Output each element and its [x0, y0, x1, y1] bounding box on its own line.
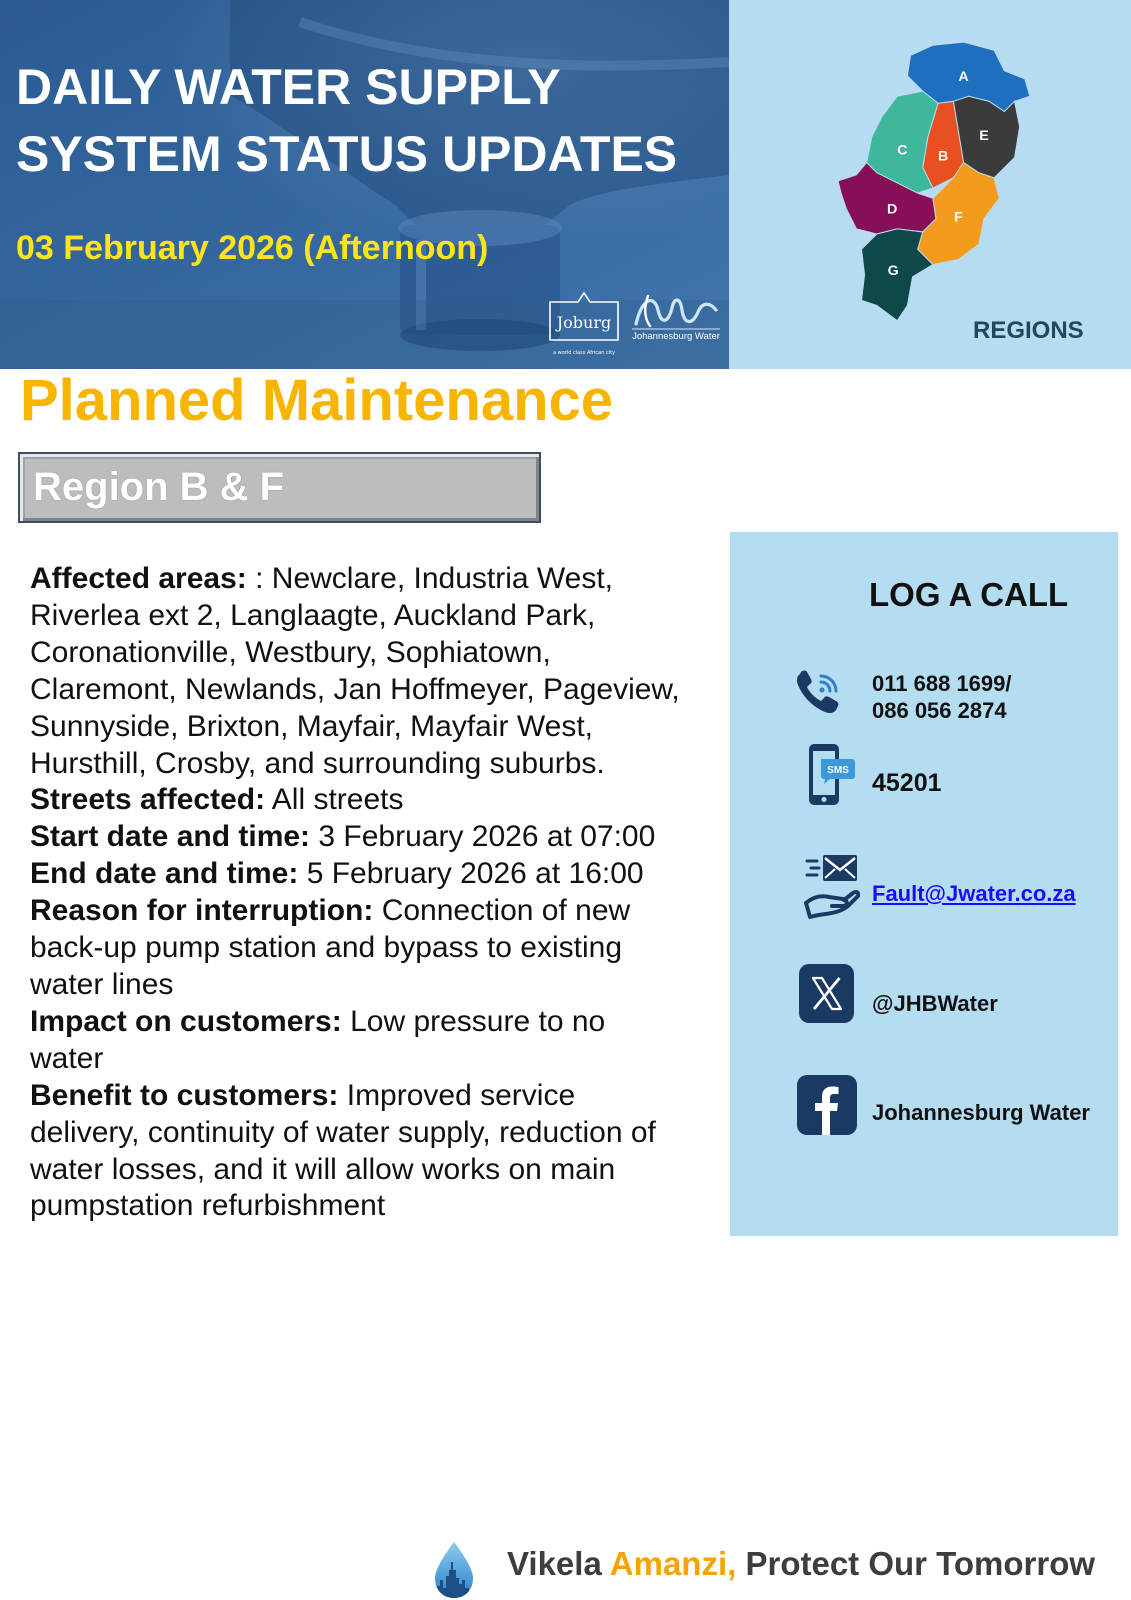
- phone-icon: [794, 670, 842, 716]
- detail-end-date: [30, 856, 690, 893]
- footer-slogan: [507, 1544, 1095, 1584]
- detail-label: End date and time:: [30, 857, 299, 891]
- log-a-call-title: LOG A CALL: [869, 576, 1069, 613]
- region-heading-box: Region B & F: [18, 452, 541, 523]
- detail-value: Improved service delivery, continuity of water supply, reduction of water losses, and it will allow works on main pumpstation refurbishment: [30, 1078, 656, 1223]
- maintenance-details: [30, 561, 690, 1225]
- detail-value: Connection of new back-up pump station and bypass to existing water lines: [30, 894, 631, 1001]
- phone-number-1[interactable]: 011 688 1699/: [872, 671, 1012, 696]
- twitter-handle[interactable]: @JHBWater: [872, 991, 998, 1016]
- detail-value: : Newclare, Industria West, Riverlea ext 2, Langlaagte, Auckland Park, Coronationville, Westbury, Sophiatown, Claremont, Newlands, Jan Hoffmeyer, Pageview, Sunnyside, Brixton, Mayfair, Mayfair West, Hursthill, Crosby, and surrounding suburbs.: [30, 562, 680, 780]
- section-title: Planned Maintenance: [20, 368, 614, 433]
- phone-numbers[interactable]: [872, 670, 1011, 724]
- detail-benefit: [30, 1078, 690, 1226]
- page-title: [16, 54, 677, 188]
- johannesburg-water-logo: [628, 288, 724, 344]
- page-title-line-2: SYSTEM STATUS UPDATES: [16, 126, 678, 182]
- email-icon: [803, 853, 860, 921]
- detail-value: 3 February 2026 at 07:00: [318, 820, 656, 854]
- detail-streets-affected: [30, 782, 690, 819]
- phone-number-2[interactable]: 086 056 2874: [872, 698, 1007, 723]
- joburg-logo: [546, 288, 622, 358]
- detail-impact: [30, 1004, 660, 1078]
- detail-value: 5 February 2026 at 16:00: [306, 857, 644, 891]
- header-hero-panel: [0, 0, 729, 369]
- water-drop-skyline-icon: [431, 1540, 477, 1600]
- detail-label: Impact on customers:: [30, 1004, 342, 1038]
- slogan-part-2: Amanzi,: [609, 1545, 737, 1582]
- detail-affected-areas: [30, 561, 690, 782]
- sms-badge: SMS: [827, 765, 849, 776]
- page-title-line-1: DAILY WATER SUPPLY: [16, 59, 561, 115]
- bulletin-date: 03 February 2026 (Afternoon): [16, 229, 489, 267]
- joburg-logo-text: Joburg: [556, 313, 612, 332]
- facebook-page-name[interactable]: Johannesburg Water: [872, 1100, 1090, 1125]
- log-a-call-panel: [730, 532, 1118, 1236]
- region-b-label: B: [937, 148, 949, 165]
- region-c-label: C: [897, 142, 908, 159]
- detail-start-date: [30, 819, 690, 856]
- regions-map: [836, 40, 1036, 330]
- region-g-label: G: [887, 262, 899, 279]
- region-d-label: D: [886, 201, 898, 218]
- detail-label: Streets affected:: [30, 783, 266, 817]
- facebook-icon[interactable]: [797, 1075, 857, 1135]
- joburg-tagline: a world class African city: [552, 350, 616, 356]
- detail-value: Low pressure to no water: [30, 1004, 606, 1075]
- detail-value: All streets: [271, 783, 404, 817]
- sms-number[interactable]: 45201: [872, 769, 942, 797]
- email-link[interactable]: Fault@Jwater.co.za: [872, 881, 1076, 906]
- detail-label: Start date and time:: [30, 820, 311, 854]
- region-f-label: F: [954, 209, 963, 226]
- detail-label: Affected areas:: [30, 562, 247, 595]
- region-e-label: E: [979, 128, 989, 145]
- sms-icon: [806, 742, 855, 807]
- detail-label: Benefit to customers:: [30, 1078, 339, 1112]
- regions-label: REGIONS: [973, 317, 1084, 344]
- slogan-part-3: Protect Our Tomorrow: [745, 1545, 1096, 1582]
- slogan-part-1: Vikela: [507, 1545, 602, 1582]
- johannesburg-water-logo-text: Johannesburg Water: [632, 331, 720, 342]
- detail-reason: [30, 893, 690, 1004]
- x-twitter-icon[interactable]: [799, 964, 854, 1023]
- region-a-label: A: [958, 68, 969, 85]
- detail-label: Reason for interruption:: [30, 894, 374, 928]
- email-address: [872, 880, 1076, 907]
